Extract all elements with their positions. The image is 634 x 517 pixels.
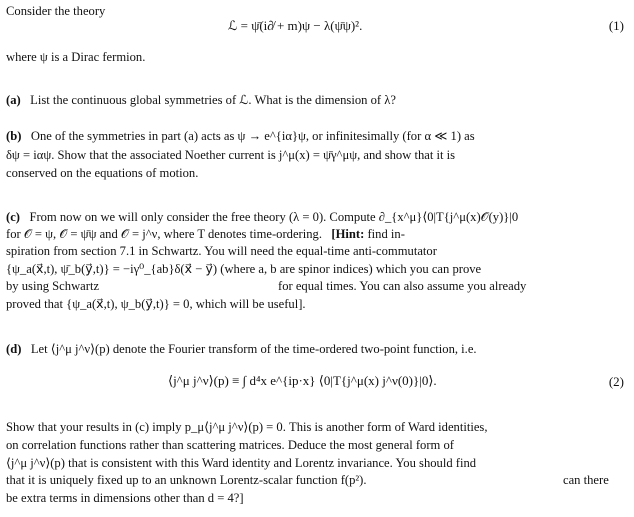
part-d-line-2: Show that your results in (c) imply p_μ⟨j^μ j^ν⟩(p) = 0. This is another form of Ward identities,	[6, 420, 488, 434]
part-c-line-4: {ψ_a(x⃗,t), ψ̄_b(y⃗,t)} = −iγ⁰_{ab}δ(x⃗ − y⃗) (where a, b are spinor indices) which you can prove	[6, 262, 482, 276]
part-b-line-2: δψ = iαψ. Show that the associated Noether current is j^μ(x) = ψ̄γ^μψ, and show that it is	[6, 148, 456, 162]
part-c-line-2	[6, 226, 405, 242]
part-c-line-3: spiration from section 7.1 in Schwartz. You will need the equal-time anti-commutator	[6, 244, 437, 258]
part-d-text-5: that it is uniquely fixed up to an unknown Lorentz-scalar function f(p²).	[6, 473, 367, 487]
part-d-line-4: ⟨j^μ j^ν⟩(p) that is consistent with this Ward identity and Lorentz invariance. You should find	[6, 456, 477, 470]
part-d-label: (d)	[6, 342, 22, 356]
part-b-line-1	[6, 128, 626, 144]
part-d-line-3: on correlation functions rather than scattering matrices. Deduce the most general form of	[6, 438, 454, 452]
part-d-line-6: be extra terms in dimensions other than d = 4?]	[6, 491, 244, 505]
part-d-line-5	[6, 472, 626, 488]
part-c-text-2: for 𝒪 = ψ, 𝒪 = ψ̄ψ and 𝒪 = j^ν, where T denotes time-ordering.	[6, 227, 322, 241]
equation-1-number: (1)	[608, 18, 624, 33]
part-c-line-5	[6, 278, 626, 294]
part-c-text-5-tail: for equal times. You can also assume you already	[278, 279, 527, 293]
part-d-text: Let ⟨j^μ j^ν⟩(p) denote the Fourier transform of the time-ordered two-point function, i.e.	[30, 342, 477, 356]
equation-2: ⟨j^μ j^ν⟩(p) ≡ ∫ d⁴x e^{ip·x} ⟨0|T{j^μ(x) j^ν(0)}|0⟩.	[168, 373, 437, 388]
hint-tail: find in-	[367, 227, 405, 241]
part-d-text-5-tail: can there	[563, 473, 609, 487]
part-c-label: (c)	[6, 210, 20, 224]
part-d-line-1	[6, 341, 477, 357]
part-c-line-1	[6, 209, 518, 225]
part-a	[6, 92, 396, 108]
part-b-line-3: conserved on the equations of motion.	[6, 166, 199, 180]
hint-label: [Hint:	[331, 227, 365, 241]
part-c-text-5: by using Schwartz	[6, 279, 100, 293]
part-a-text: List the continuous global symmetries of ℒ. What is the dimension of λ?	[30, 93, 396, 107]
part-a-label: (a)	[6, 93, 21, 107]
part-c-text-1: From now on we will only consider the free theory (λ = 0). Compute ∂_{x^μ}⟨0|T{j^μ(x)𝒪(y)}|0	[29, 210, 519, 224]
part-b-label: (b)	[6, 129, 22, 143]
part-b-text-1: One of the symmetries in part (a) acts as ψ → e^{iα}ψ, or infinitesimally (for α ≪ 1) as	[30, 129, 475, 143]
where-line: where ψ is a Dirac fermion.	[6, 50, 146, 64]
equation-2-number: (2)	[608, 374, 624, 389]
part-c-line-6: proved that {ψ_a(x⃗,t), ψ_b(y⃗,t)} = 0, which will be useful].	[6, 297, 306, 311]
equation-1: ℒ = ψ̄(i∂̸ + m)ψ − λ(ψ̄ψ)².	[228, 18, 363, 33]
intro-text: Consider the theory	[6, 4, 106, 18]
